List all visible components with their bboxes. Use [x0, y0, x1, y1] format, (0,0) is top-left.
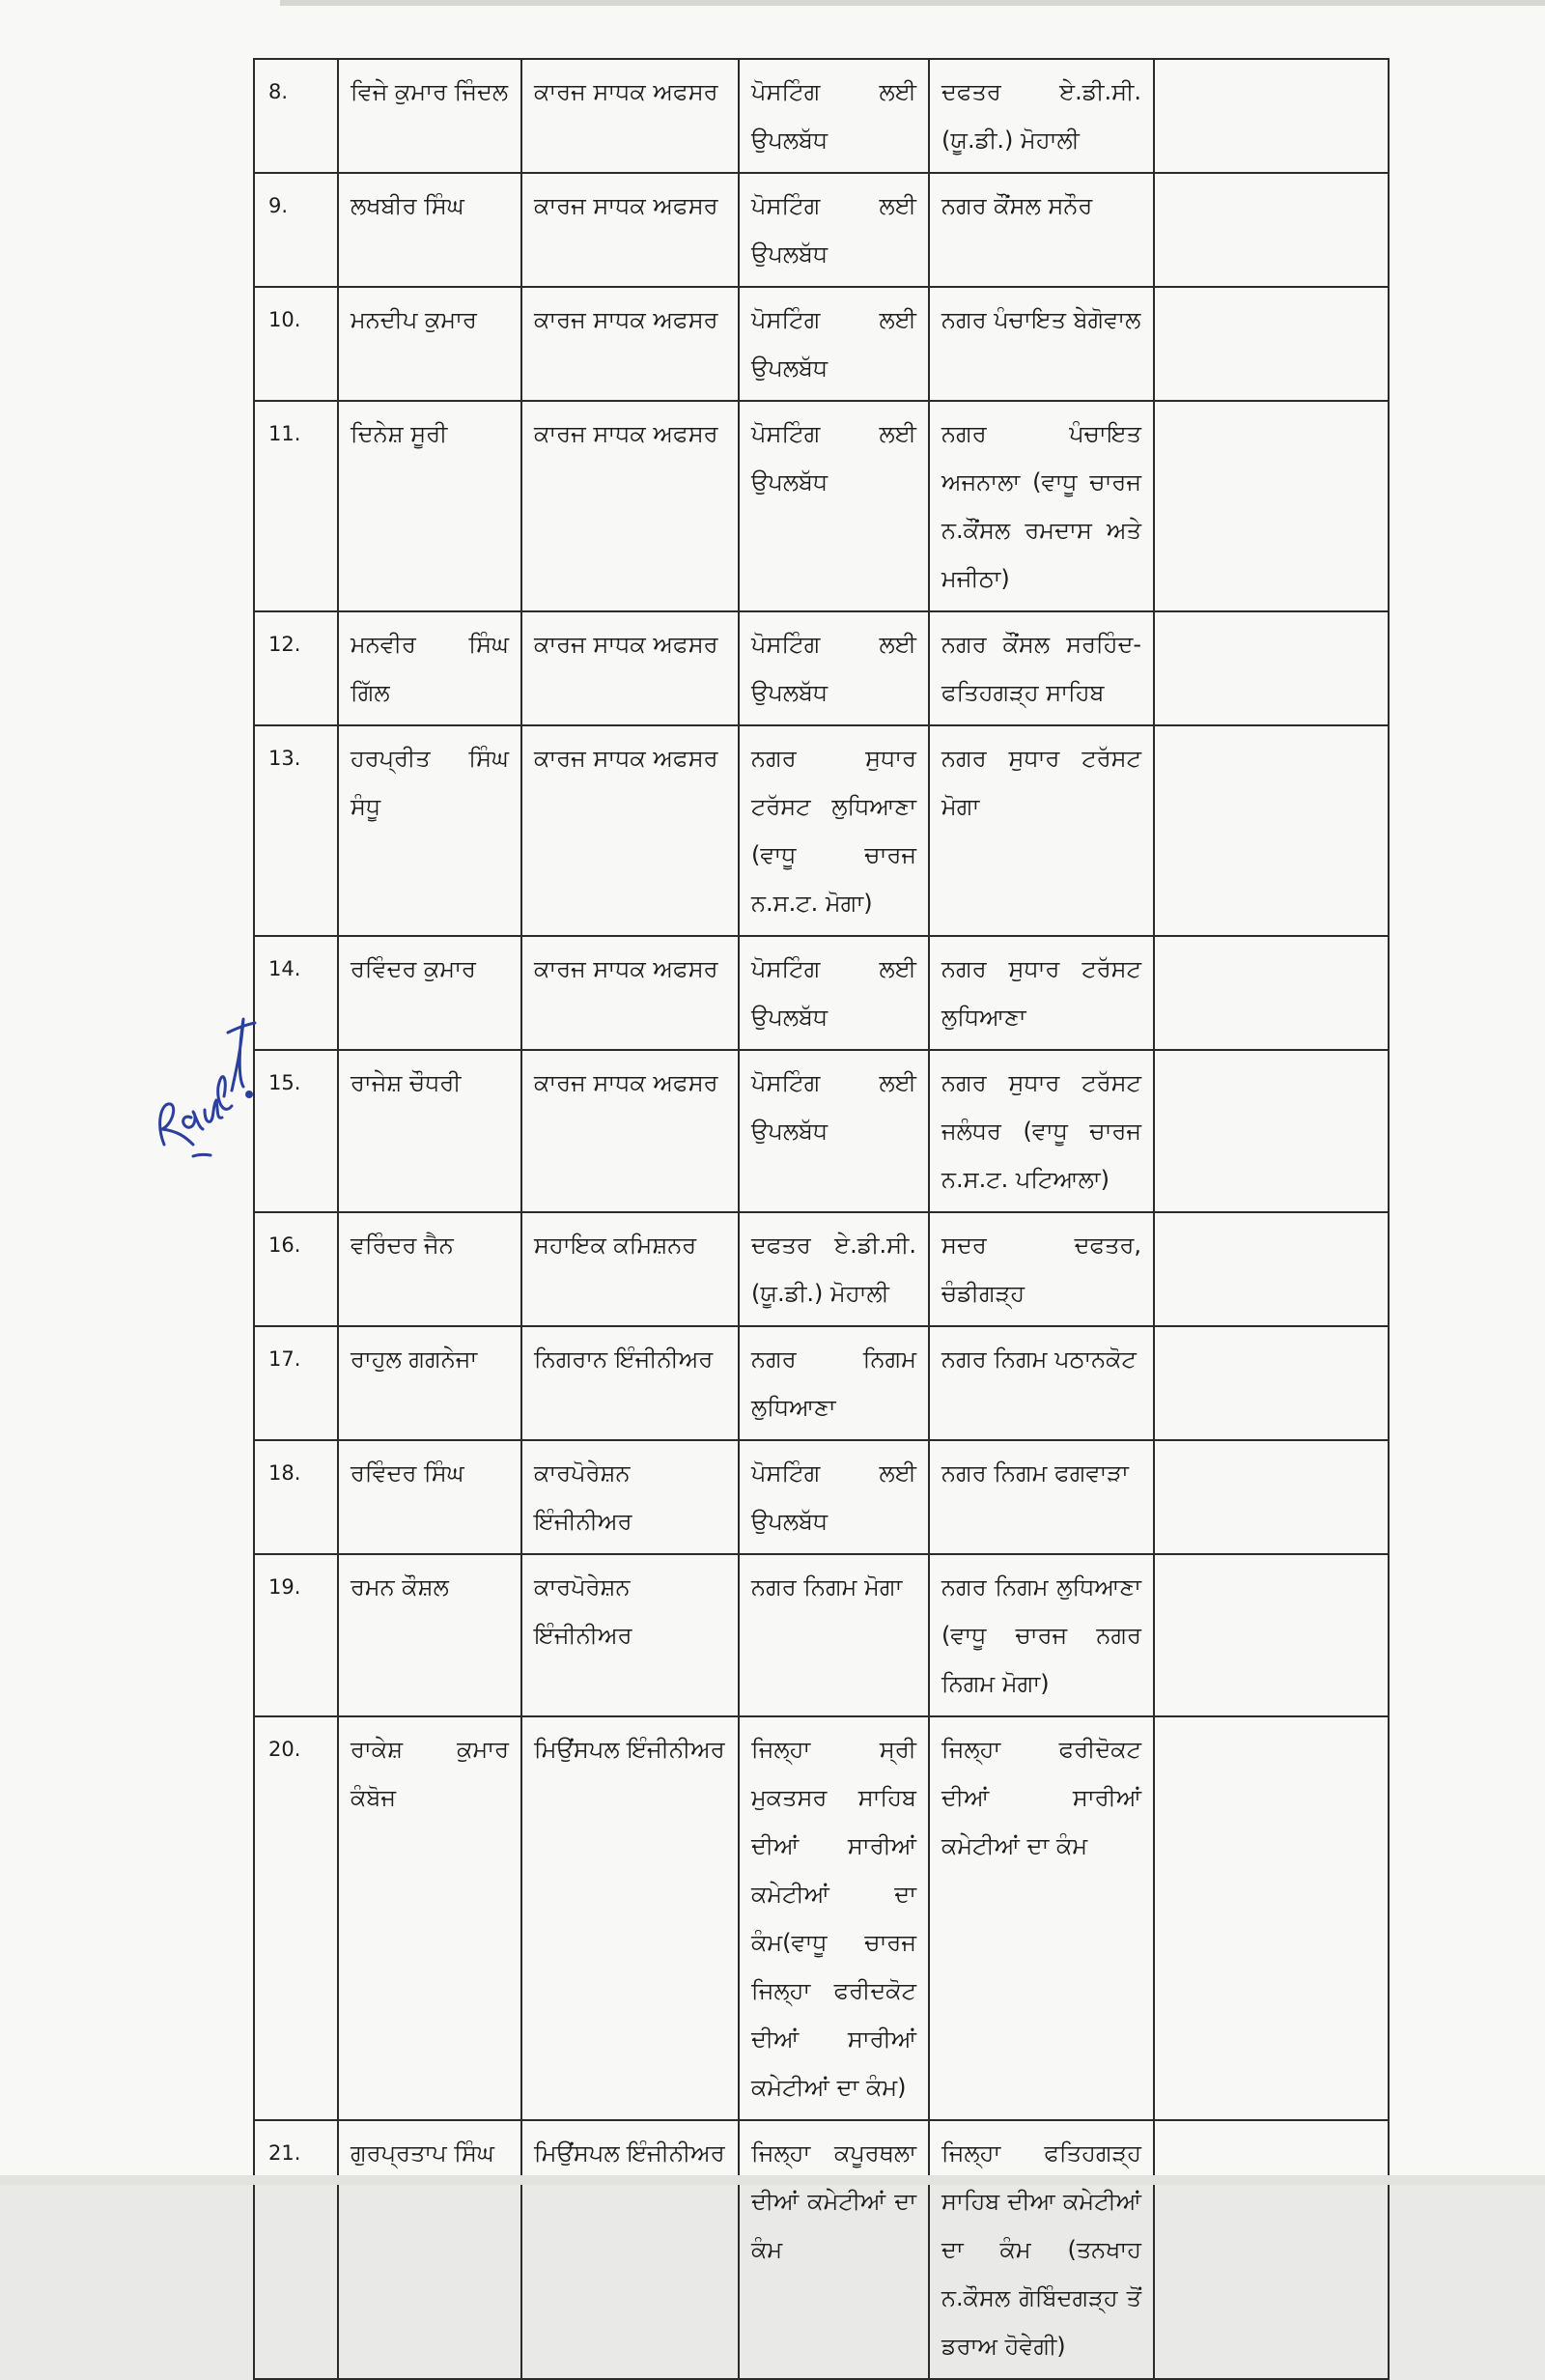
- new-posting-cell: ਸਦਰ ਦਫਤਰ, ਚੰਡੀਗੜ੍ਹ: [929, 1212, 1154, 1326]
- current-posting-cell: ਨਗਰ ਸੁਧਾਰ ਟਰੱਸਟ ਲੁਧਿਆਣਾ (ਵਾਧੂ ਚਾਰਜ ਨ.ਸ.ਟ. ਮੋਗਾ): [739, 725, 929, 936]
- officer-name-cell: ਗੁਰਪ੍ਰਤਾਪ ਸਿੰਘ: [338, 2120, 521, 2379]
- designation-cell: ਕਾਰਜ ਸਾਧਕ ਅਫਸਰ: [521, 59, 739, 173]
- table-row: [254, 2120, 1389, 2379]
- new-posting-cell: ਨਗਰ ਕੌਂਸਲ ਸਨੌਰ: [929, 173, 1154, 287]
- serial-number-cell: 17.: [254, 1326, 338, 1440]
- serial-number-cell: 10.: [254, 287, 338, 401]
- table-row: [254, 287, 1389, 401]
- officer-name-cell: ਮਨਦੀਪ ਕੁਮਾਰ: [338, 287, 521, 401]
- table-row: [254, 1716, 1389, 2120]
- officer-name-cell: ਵਿਜੇ ਕੁਮਾਰ ਜਿੰਦਲ: [338, 59, 521, 173]
- remarks-cell: [1154, 59, 1389, 173]
- table-row: [254, 725, 1389, 936]
- remarks-cell: [1154, 936, 1389, 1050]
- current-posting-cell: ਪੋਸਟਿੰਗ ਲਈ ਉਪਲਬੱਧ: [739, 936, 929, 1050]
- table-row: [254, 1326, 1389, 1440]
- table-row: [254, 173, 1389, 287]
- serial-number-cell: 20.: [254, 1716, 338, 2120]
- remarks-cell: [1154, 173, 1389, 287]
- new-posting-cell: ਨਗਰ ਸੁਧਾਰ ਟਰੱਸਟ ਲੁਧਿਆਣਾ: [929, 936, 1154, 1050]
- serial-number-cell: 11.: [254, 401, 338, 611]
- current-posting-cell: ਪੋਸਟਿੰਗ ਲਈ ਉਪਲਬੱਧ: [739, 173, 929, 287]
- officer-name-cell: ਰਾਹੁਲ ਗਗਨੇਜਾ: [338, 1326, 521, 1440]
- officer-name-cell: ਰਾਜੇਸ਼ ਚੌਧਰੀ: [338, 1050, 521, 1212]
- remarks-cell: [1154, 2120, 1389, 2379]
- serial-number-cell: 21.: [254, 2120, 338, 2379]
- table-row: [254, 936, 1389, 1050]
- table-row: [254, 1440, 1389, 1554]
- table-row: [254, 401, 1389, 611]
- officer-name-cell: ਰਵਿੰਦਰ ਸਿੰਘ: [338, 1440, 521, 1554]
- table-row: [254, 59, 1389, 173]
- officer-name-cell: ਮਨਵੀਰ ਸਿੰਘ ਗਿੱਲ: [338, 611, 521, 725]
- new-posting-cell: ਦਫਤਰ ਏ.ਡੀ.ਸੀ. (ਯੂ.ਡੀ.) ਮੋਹਾਲੀ: [929, 59, 1154, 173]
- current-posting-cell: ਨਗਰ ਨਿਗਮ ਮੋਗਾ: [739, 1554, 929, 1716]
- current-posting-cell: ਨਗਰ ਨਿਗਮ ਲੁਧਿਆਣਾ: [739, 1326, 929, 1440]
- designation-cell: ਕਾਰਜ ਸਾਧਕ ਅਫਸਰ: [521, 1050, 739, 1212]
- remarks-cell: [1154, 611, 1389, 725]
- designation-cell: ਕਾਰਜ ਸਾਧਕ ਅਫਸਰ: [521, 725, 739, 936]
- remarks-cell: [1154, 1440, 1389, 1554]
- current-posting-cell: ਜਿਲ੍ਹਾ ਸ੍ਰੀ ਮੁਕਤਸਰ ਸਾਹਿਬ ਦੀਆਂ ਸਾਰੀਆਂ ਕਮੇਟੀਆਂ ਦਾ ਕੰਮ(ਵਾਧੂ ਚਾਰਜ ਜਿਲ੍ਹਾ ਫਰੀਦਕੋਟ ਦੀਆਂ ਸਾਰੀਆਂ ਕਮੇਟੀਆਂ ਦਾ ਕੰਮ): [739, 1716, 929, 2120]
- current-posting-cell: ਪੋਸਟਿੰਗ ਲਈ ਉਪਲਬੱਧ: [739, 1440, 929, 1554]
- current-posting-cell: ਪੋਸਟਿੰਗ ਲਈ ਉਪਲਬੱਧ: [739, 59, 929, 173]
- current-posting-cell: ਪੋਸਟਿੰਗ ਲਈ ਉਪਲਬੱਧ: [739, 1050, 929, 1212]
- serial-number-cell: 19.: [254, 1554, 338, 1716]
- designation-cell: ਕਾਰਪੋਰੇਸ਼ਨ ਇੰਜੀਨੀਅਰ: [521, 1554, 739, 1716]
- designation-cell: ਕਾਰਜ ਸਾਧਕ ਅਫਸਰ: [521, 936, 739, 1050]
- remarks-cell: [1154, 1212, 1389, 1326]
- new-posting-cell: ਜਿਲ੍ਹਾ ਫਤਿਹਗੜ੍ਹ ਸਾਹਿਬ ਦੀਆ ਕਮੇਟੀਆਂ ਦਾ ਕੰਮ (ਤਨਖਾਹ ਨ.ਕੌਸਲ ਗੋਬਿੰਦਗੜ੍ਹ ਤੋਂ ਡਰਾਅ ਹੋਵੇਗੀ): [929, 2120, 1154, 2379]
- serial-number-cell: 12.: [254, 611, 338, 725]
- current-posting-cell: ਦਫਤਰ ਏ.ਡੀ.ਸੀ. (ਯੂ.ਡੀ.) ਮੋਹਾਲੀ: [739, 1212, 929, 1326]
- serial-number-cell: 16.: [254, 1212, 338, 1326]
- new-posting-cell: ਨਗਰ ਸੁਧਾਰ ਟਰੱਸਟ ਜਲੰਧਰ (ਵਾਧੂ ਚਾਰਜ ਨ.ਸ.ਟ. ਪਟਿਆਲਾ): [929, 1050, 1154, 1212]
- new-posting-cell: ਨਗਰ ਕੌਂਸਲ ਸਰਹਿੰਦ-ਫਤਿਹਗੜ੍ਹ ਸਾਹਿਬ: [929, 611, 1154, 725]
- new-posting-cell: ਨਗਰ ਪੰਚਾਇਤ ਬੇਗੋਵਾਲ: [929, 287, 1154, 401]
- scan-edge-bottom: [0, 2175, 1545, 2185]
- current-posting-cell: ਪੋਸਟਿੰਗ ਲਈ ਉਪਲਬੱਧ: [739, 611, 929, 725]
- current-posting-cell: ਪੋਸਟਿੰਗ ਲਈ ਉਪਲਬੱਧ: [739, 401, 929, 611]
- remarks-cell: [1154, 401, 1389, 611]
- designation-cell: ਮਿਉਂਸਪਲ ਇੰਜੀਨੀਅਰ: [521, 2120, 739, 2379]
- new-posting-cell: ਨਗਰ ਨਿਗਮ ਪਠਾਨਕੋਟ: [929, 1326, 1154, 1440]
- table-row: [254, 1554, 1389, 1716]
- remarks-cell: [1154, 1050, 1389, 1212]
- officer-name-cell: ਦਿਨੇਸ਼ ਸੂਰੀ: [338, 401, 521, 611]
- remarks-cell: [1154, 725, 1389, 936]
- designation-cell: ਕਾਰਜ ਸਾਧਕ ਅਫਸਰ: [521, 173, 739, 287]
- serial-number-cell: 9.: [254, 173, 338, 287]
- designation-cell: ਮਿਉਂਸਪਲ ਇੰਜੀਨੀਅਰ: [521, 1716, 739, 2120]
- remarks-cell: [1154, 1554, 1389, 1716]
- officer-name-cell: ਹਰਪ੍ਰੀਤ ਸਿੰਘ ਸੰਧੂ: [338, 725, 521, 936]
- table-row: [254, 1050, 1389, 1212]
- scan-edge-top: [280, 0, 1545, 6]
- officer-name-cell: ਰਵਿੰਦਰ ਕੁਮਾਰ: [338, 936, 521, 1050]
- designation-cell: ਕਾਰਜ ਸਾਧਕ ਅਫਸਰ: [521, 611, 739, 725]
- remarks-cell: [1154, 287, 1389, 401]
- officer-name-cell: ਰਮਨ ਕੌਸ਼ਲ: [338, 1554, 521, 1716]
- remarks-cell: [1154, 1716, 1389, 2120]
- new-posting-cell: ਨਗਰ ਨਿਗਮ ਲੁਧਿਆਣਾ (ਵਾਧੂ ਚਾਰਜ ਨਗਰ ਨਿਗਮ ਮੋਗਾ): [929, 1554, 1154, 1716]
- new-posting-cell: ਨਗਰ ਪੰਚਾਇਤ ਅਜਨਾਲਾ (ਵਾਧੂ ਚਾਰਜ ਨ.ਕੌਂਸਲ ਰਮਦਾਸ ਅਤੇ ਮਜੀਠਾ): [929, 401, 1154, 611]
- designation-cell: ਕਾਰਜ ਸਾਧਕ ਅਫਸਰ: [521, 287, 739, 401]
- table-row: [254, 611, 1389, 725]
- serial-number-cell: 18.: [254, 1440, 338, 1554]
- designation-cell: ਸਹਾਇਕ ਕਮਿਸ਼ਨਰ: [521, 1212, 739, 1326]
- current-posting-cell: ਜਿਲ੍ਹਾ ਕਪੂਰਥਲਾ ਦੀਆਂ ਕਮੇਟੀਆਂ ਦਾ ਕੰਮ: [739, 2120, 929, 2379]
- serial-number-cell: 15.: [254, 1050, 338, 1212]
- serial-number-cell: 13.: [254, 725, 338, 936]
- new-posting-cell: ਨਗਰ ਸੁਧਾਰ ਟਰੱਸਟ ਮੋਗਾ: [929, 725, 1154, 936]
- new-posting-cell: ਨਗਰ ਨਿਗਮ ਫਗਵਾੜਾ: [929, 1440, 1154, 1554]
- designation-cell: ਨਿਗਰਾਨ ਇੰਜੀਨੀਅਰ: [521, 1326, 739, 1440]
- officer-name-cell: ਵਰਿੰਦਰ ਜੈਨ: [338, 1212, 521, 1326]
- officer-name-cell: ਲਖਬੀਰ ਸਿੰਘ: [338, 173, 521, 287]
- table-row: [254, 1212, 1389, 1326]
- designation-cell: ਕਾਰਜ ਸਾਧਕ ਅਫਸਰ: [521, 401, 739, 611]
- officer-name-cell: ਰਾਕੇਸ਼ ਕੁਮਾਰ ਕੰਬੋਜ: [338, 1716, 521, 2120]
- remarks-cell: [1154, 1326, 1389, 1440]
- serial-number-cell: 8.: [254, 59, 338, 173]
- serial-number-cell: 14.: [254, 936, 338, 1050]
- current-posting-cell: ਪੋਸਟਿੰਗ ਲਈ ਉਪਲਬੱਧ: [739, 287, 929, 401]
- table-body: [254, 59, 1389, 2379]
- designation-cell: ਕਾਰਪੋਰੇਸ਼ਨ ਇੰਜੀਨੀਅਰ: [521, 1440, 739, 1554]
- new-posting-cell: ਜਿਲ੍ਹਾ ਫਰੀਦੋਕਟ ਦੀਆਂ ਸਾਰੀਆਂ ਕਮੇਟੀਆਂ ਦਾ ਕੰਮ: [929, 1716, 1154, 2120]
- transfer-order-table: [253, 58, 1390, 2380]
- handwritten-signature: [135, 990, 261, 1164]
